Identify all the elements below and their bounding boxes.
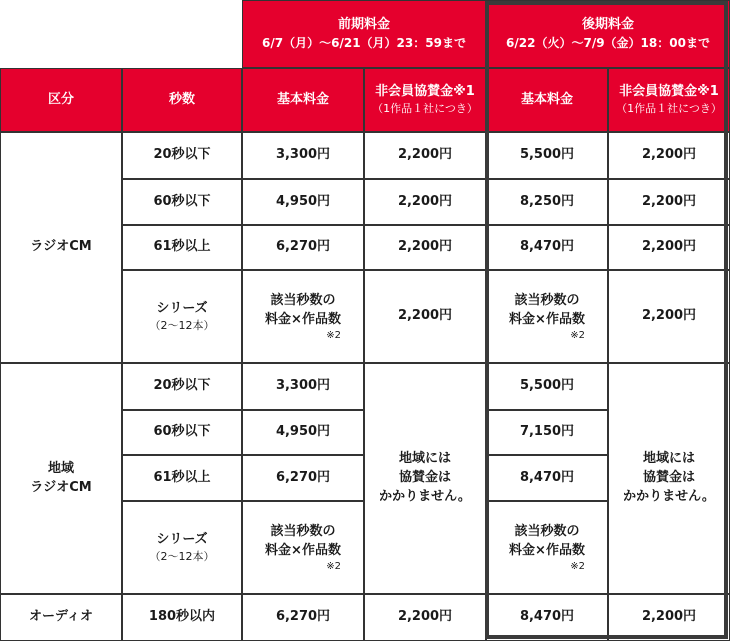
price-radio-late-base-61 bbox=[486, 225, 608, 270]
category-radio-cm-label: ラジオCM bbox=[30, 239, 92, 255]
price-value: 4,950円 bbox=[275, 193, 331, 209]
series-fee-line1: 該当秒数の bbox=[270, 293, 336, 309]
price-value: 6,270円 bbox=[275, 239, 331, 255]
category-local-radio-cm bbox=[0, 363, 122, 594]
series-fee-note: ※2 bbox=[326, 560, 341, 572]
price-value: 7,150円 bbox=[519, 424, 575, 440]
price-value: 5,500円 bbox=[519, 378, 575, 394]
column-header-late-base-label: 基本料金 bbox=[520, 91, 573, 107]
price-local-early-base-60 bbox=[242, 410, 364, 455]
seconds-series-sub: （2～12本） bbox=[149, 549, 215, 563]
local-free-line3: かかりません。 bbox=[623, 488, 715, 504]
price-radio-early-sponsor-60 bbox=[364, 179, 486, 225]
seconds-series-label: シリーズ bbox=[156, 300, 208, 316]
series-fee-line1: 該当秒数の bbox=[514, 293, 580, 309]
price-audio-late-base bbox=[486, 594, 608, 641]
price-radio-early-base-60 bbox=[242, 179, 364, 225]
price-value: 2,200円 bbox=[397, 239, 453, 255]
price-value: 2,200円 bbox=[641, 193, 697, 209]
series-fee-line2: 料金×作品数 bbox=[265, 312, 341, 327]
local-late-sponsor-none bbox=[608, 363, 730, 594]
series-fee-line1: 該当秒数の bbox=[270, 524, 336, 540]
price-radio-early-sponsor-61 bbox=[364, 225, 486, 270]
price-value: 2,200円 bbox=[397, 308, 453, 324]
price-audio-early-sponsor bbox=[364, 594, 486, 641]
category-local-radio-cm-line1: 地域 bbox=[47, 460, 74, 476]
column-header-early-base-label: 基本料金 bbox=[276, 91, 329, 107]
price-local-late-base-series bbox=[486, 501, 608, 594]
price-local-late-base-20 bbox=[486, 363, 608, 410]
seconds-radio-over61 bbox=[122, 225, 242, 270]
seconds-label: 61秒以上 bbox=[153, 239, 211, 255]
price-radio-early-base-20 bbox=[242, 132, 364, 179]
category-audio bbox=[0, 594, 122, 641]
column-header-seconds bbox=[122, 68, 242, 132]
column-header-early-sponsor bbox=[364, 68, 486, 132]
price-local-early-base-series bbox=[242, 501, 364, 594]
price-local-late-base-61 bbox=[486, 455, 608, 501]
column-header-category bbox=[0, 68, 122, 132]
price-value: 3,300円 bbox=[275, 147, 331, 163]
price-value: 4,950円 bbox=[275, 424, 331, 440]
price-value: 2,200円 bbox=[397, 193, 453, 209]
local-free-line3: かかりません。 bbox=[379, 488, 471, 504]
price-value: 2,200円 bbox=[397, 609, 453, 625]
seconds-radio-under20 bbox=[122, 132, 242, 179]
seconds-series-label: シリーズ bbox=[156, 531, 208, 547]
early-period-title: 前期料金 bbox=[337, 16, 390, 32]
price-radio-late-sponsor-60 bbox=[608, 179, 730, 225]
column-header-early-base bbox=[242, 68, 364, 132]
series-fee-line1: 該当秒数の bbox=[514, 524, 580, 540]
price-value: 8,470円 bbox=[519, 239, 575, 255]
price-radio-late-sponsor-61 bbox=[608, 225, 730, 270]
price-value: 6,270円 bbox=[275, 469, 331, 485]
seconds-radio-under60 bbox=[122, 179, 242, 225]
price-radio-late-base-20 bbox=[486, 132, 608, 179]
price-radio-early-base-series bbox=[242, 270, 364, 363]
column-header-early-sponsor-label: 非会員協賛金※1 bbox=[375, 84, 475, 100]
local-free-line1: 地域には bbox=[398, 451, 451, 467]
price-value: 6,270円 bbox=[275, 609, 331, 625]
price-value: 8,250円 bbox=[519, 193, 575, 209]
price-radio-late-sponsor-20 bbox=[608, 132, 730, 179]
late-period-title: 後期料金 bbox=[581, 16, 634, 32]
series-fee-note: ※2 bbox=[570, 560, 585, 572]
seconds-series-sub: （2～12本） bbox=[149, 318, 215, 332]
column-header-late-sponsor-label: 非会員協賛金※1 bbox=[619, 84, 719, 100]
price-value: 2,200円 bbox=[641, 308, 697, 324]
series-fee-line2: 料金×作品数 bbox=[265, 543, 341, 558]
price-local-early-base-20 bbox=[242, 363, 364, 410]
category-radio-cm bbox=[0, 132, 122, 363]
seconds-local-over61 bbox=[122, 455, 242, 501]
price-radio-late-sponsor-series bbox=[608, 270, 730, 363]
seconds-local-series bbox=[122, 501, 242, 594]
category-local-radio-cm-line2: ラジオCM bbox=[30, 479, 92, 495]
seconds-local-under20 bbox=[122, 363, 242, 410]
price-value: 2,200円 bbox=[641, 609, 697, 625]
seconds-label: 61秒以上 bbox=[153, 469, 211, 485]
price-value: 8,470円 bbox=[519, 469, 575, 485]
category-audio-label: オーディオ bbox=[29, 609, 93, 625]
price-radio-early-sponsor-series bbox=[364, 270, 486, 363]
series-fee-line2: 料金×作品数 bbox=[509, 543, 585, 558]
local-early-sponsor-none bbox=[364, 363, 486, 594]
price-value: 2,200円 bbox=[641, 239, 697, 255]
column-header-late-sponsor bbox=[608, 68, 730, 132]
column-header-category-label: 区分 bbox=[47, 91, 74, 107]
price-value: 3,300円 bbox=[275, 378, 331, 394]
price-radio-early-base-61 bbox=[242, 225, 364, 270]
price-audio-early-base bbox=[242, 594, 364, 641]
price-radio-late-base-60 bbox=[486, 179, 608, 225]
early-period-dates: 6/7（月）～6/21（月）23：59まで bbox=[262, 35, 466, 50]
price-value: 2,200円 bbox=[397, 147, 453, 163]
column-header-late-base bbox=[486, 68, 608, 132]
seconds-label: 60秒以下 bbox=[153, 424, 211, 440]
series-fee-note: ※2 bbox=[570, 329, 585, 341]
series-fee-line2: 料金×作品数 bbox=[509, 312, 585, 327]
price-value: 8,470円 bbox=[519, 609, 575, 625]
seconds-label: 180秒以内 bbox=[148, 609, 216, 625]
price-audio-late-sponsor bbox=[608, 594, 730, 641]
column-header-late-sponsor-sub: （1作品１社につき） bbox=[616, 102, 722, 116]
seconds-local-under60 bbox=[122, 410, 242, 455]
local-free-line1: 地域には bbox=[642, 451, 695, 467]
price-radio-early-sponsor-20 bbox=[364, 132, 486, 179]
seconds-label: 20秒以下 bbox=[153, 378, 211, 394]
price-radio-late-base-series bbox=[486, 270, 608, 363]
local-free-line2: 協賛金は bbox=[398, 470, 451, 486]
price-value: 5,500円 bbox=[519, 147, 575, 163]
seconds-audio-under180 bbox=[122, 594, 242, 641]
price-value: 2,200円 bbox=[641, 147, 697, 163]
seconds-label: 20秒以下 bbox=[153, 147, 211, 163]
column-header-early-sponsor-sub: （1作品１社につき） bbox=[372, 102, 478, 116]
seconds-radio-series bbox=[122, 270, 242, 363]
price-local-late-base-60 bbox=[486, 410, 608, 455]
late-period-header bbox=[486, 0, 730, 68]
price-local-early-base-61 bbox=[242, 455, 364, 501]
column-header-seconds-label: 秒数 bbox=[168, 91, 195, 107]
local-free-line2: 協賛金は bbox=[642, 470, 695, 486]
early-period-header bbox=[242, 0, 486, 68]
seconds-label: 60秒以下 bbox=[153, 193, 211, 209]
late-period-dates: 6/22（火）～7/9（金）18：00まで bbox=[506, 35, 710, 50]
series-fee-note: ※2 bbox=[326, 329, 341, 341]
